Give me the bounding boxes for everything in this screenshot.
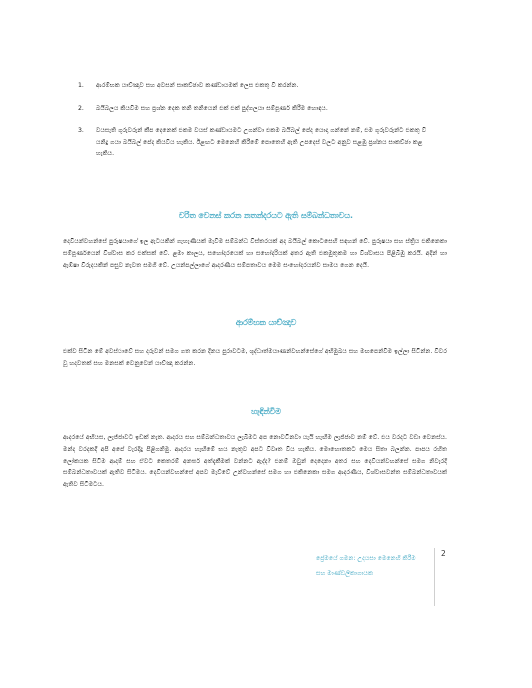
list-text: ආරම්භක යාච්ඤාව සහ අවසන් සාකච්ඡාව කණ්ඩායමක් ලෙස එකතු වී කරන්න. <box>96 82 299 89</box>
list-number: 3. <box>78 127 84 134</box>
footer-divider <box>434 548 435 606</box>
list-item <box>78 80 434 92</box>
section-paragraph-opening-prayer: එක්ව සිටින මේ අවස්ථාවේ සහ දරුවන් සමග ගත කරන දිනය පුරාවටම, ශුද්ධාත්මයාණන්වහන්සේගේ අභිමුඛය සහ මඟපෙන්වීම ඉල්ලා සිටින්න. විවර වූ හදවතක් සහ මනසක් වෙනුවෙන් යාච්ඤා කරන්න. <box>63 348 447 367</box>
list-text: වයසැති ගුරුවරුන් කීප දෙනෙක් එකම වයස් කණ්ඩායමට උගන්වා එකම බයිබල් පේද යොදා ගන්නේ නම්, එම ගුරුවරුන්ට එකතු වී යනිදු ගයා බයිබල් පේද කියවිය හැකිය. ඊළඟට මෙනෙහි කිරීමේ පොතෙහි ඇති උපදෙස් වලට අනුව සළඹු ප්‍රශ්නය සාකච්ඡා කළ හැකිය. <box>96 127 427 157</box>
list-number: 2. <box>78 104 84 112</box>
list-item <box>78 103 434 115</box>
page-number: 2 <box>441 549 446 558</box>
list-item <box>78 125 434 160</box>
section-paragraph-introduction: ආදරයේ අභියස, ලැජ්ජාවට ඉඩක් නැත. ආදරය සහ සම්බන්ධතාවය ලැබීමට අප නොවටිනවා යැයි හැඟීම ලැජ්ජාව නම් වේ. එය වරදට වඩා වෙනස්ය. මන්ද වරදකදී අපි අපේ වැරදිදු පිළිගනිමු. ආදරය හැඟීමේ භය නැතුව අපට විවෘත විය හැකිය. මොහොතකට මෙය සිතා බලන්න. පාපය රහිත ලෝකයක සිටීම ආදම් සහ ඒවට කෙතරම් අනර්ඝ අත්දැකීමක් වන්නට ඇද්ද? එනම් ඔවුන් දෙදෙනා අතර සහ දෙවියන්වහන්සේ සමග නිවැරදි සම්බන්ධතාවයක් ඇතිව සිටීමය. දෙවියන්වහන්සේ අපව මැව්වේ උන්වහන්සේ සමග හා එකිනෙකා සමග ආදරණීය, විශ්වාසවන්ත සම්බන්ධතාවයක් ඇතිව සිටීමටය. <box>63 434 447 489</box>
section-paragraph-relationship: දෙවියන්වහන්සේ පුරුෂයාගේ ඉල ඇටයකින් ගැහැණියක් මැවීම සම්බන්ධ විස්තරයක් අද බයිබල් කොටසෙහි සඳහන් වේ. පුරුෂයා සහ ස්ත්‍රිය එකිනෙකා සම්පූර්ණයෙන් විශ්වාස කර එක්සක් වේ. ළමා කාලය, සහෝදරයෙක් හා සහෝදරියක් අතර ඇති එකමුතුකම හා විශ්වාසය පිළිබිඹු කරයි. අදින් හා ඇඹ්ෂා විරුදයකින් පසුව නැවත සමගි වේ. උයන්පල්ලාගේ ආදරණීය සම්පතාවය මෙම සංහෝදරයන්ව සාමය ගෙන දෙයි. <box>63 238 447 269</box>
list-number: 1. <box>78 82 84 89</box>
list-text: බයිබලය කියවීම සහ ප්‍රශ්න දෙක තනි තනියෙන් එක් එක් පුද්ගලයා සම්පූර්ණ කිරීම හොඳය. <box>96 104 328 112</box>
footer-title: ප්‍රේමයේ ගමන: උදයසා මෙනෙහි කිරීම <box>316 555 416 562</box>
section-heading-relationship: චරිත වෙනස් කරන නතන්දරයට ඇති සම්බන්ධතාවය. <box>179 211 353 220</box>
instruction-list <box>78 80 434 171</box>
page-footer <box>316 551 446 581</box>
footer-subtitle: සහ මාණ්ඩලිකාගායක <box>316 570 374 577</box>
section-heading-opening-prayer: ආරම්භක යාච්ඤාව <box>235 318 297 327</box>
section-heading-introduction: හැඳින්වීම <box>251 407 281 416</box>
